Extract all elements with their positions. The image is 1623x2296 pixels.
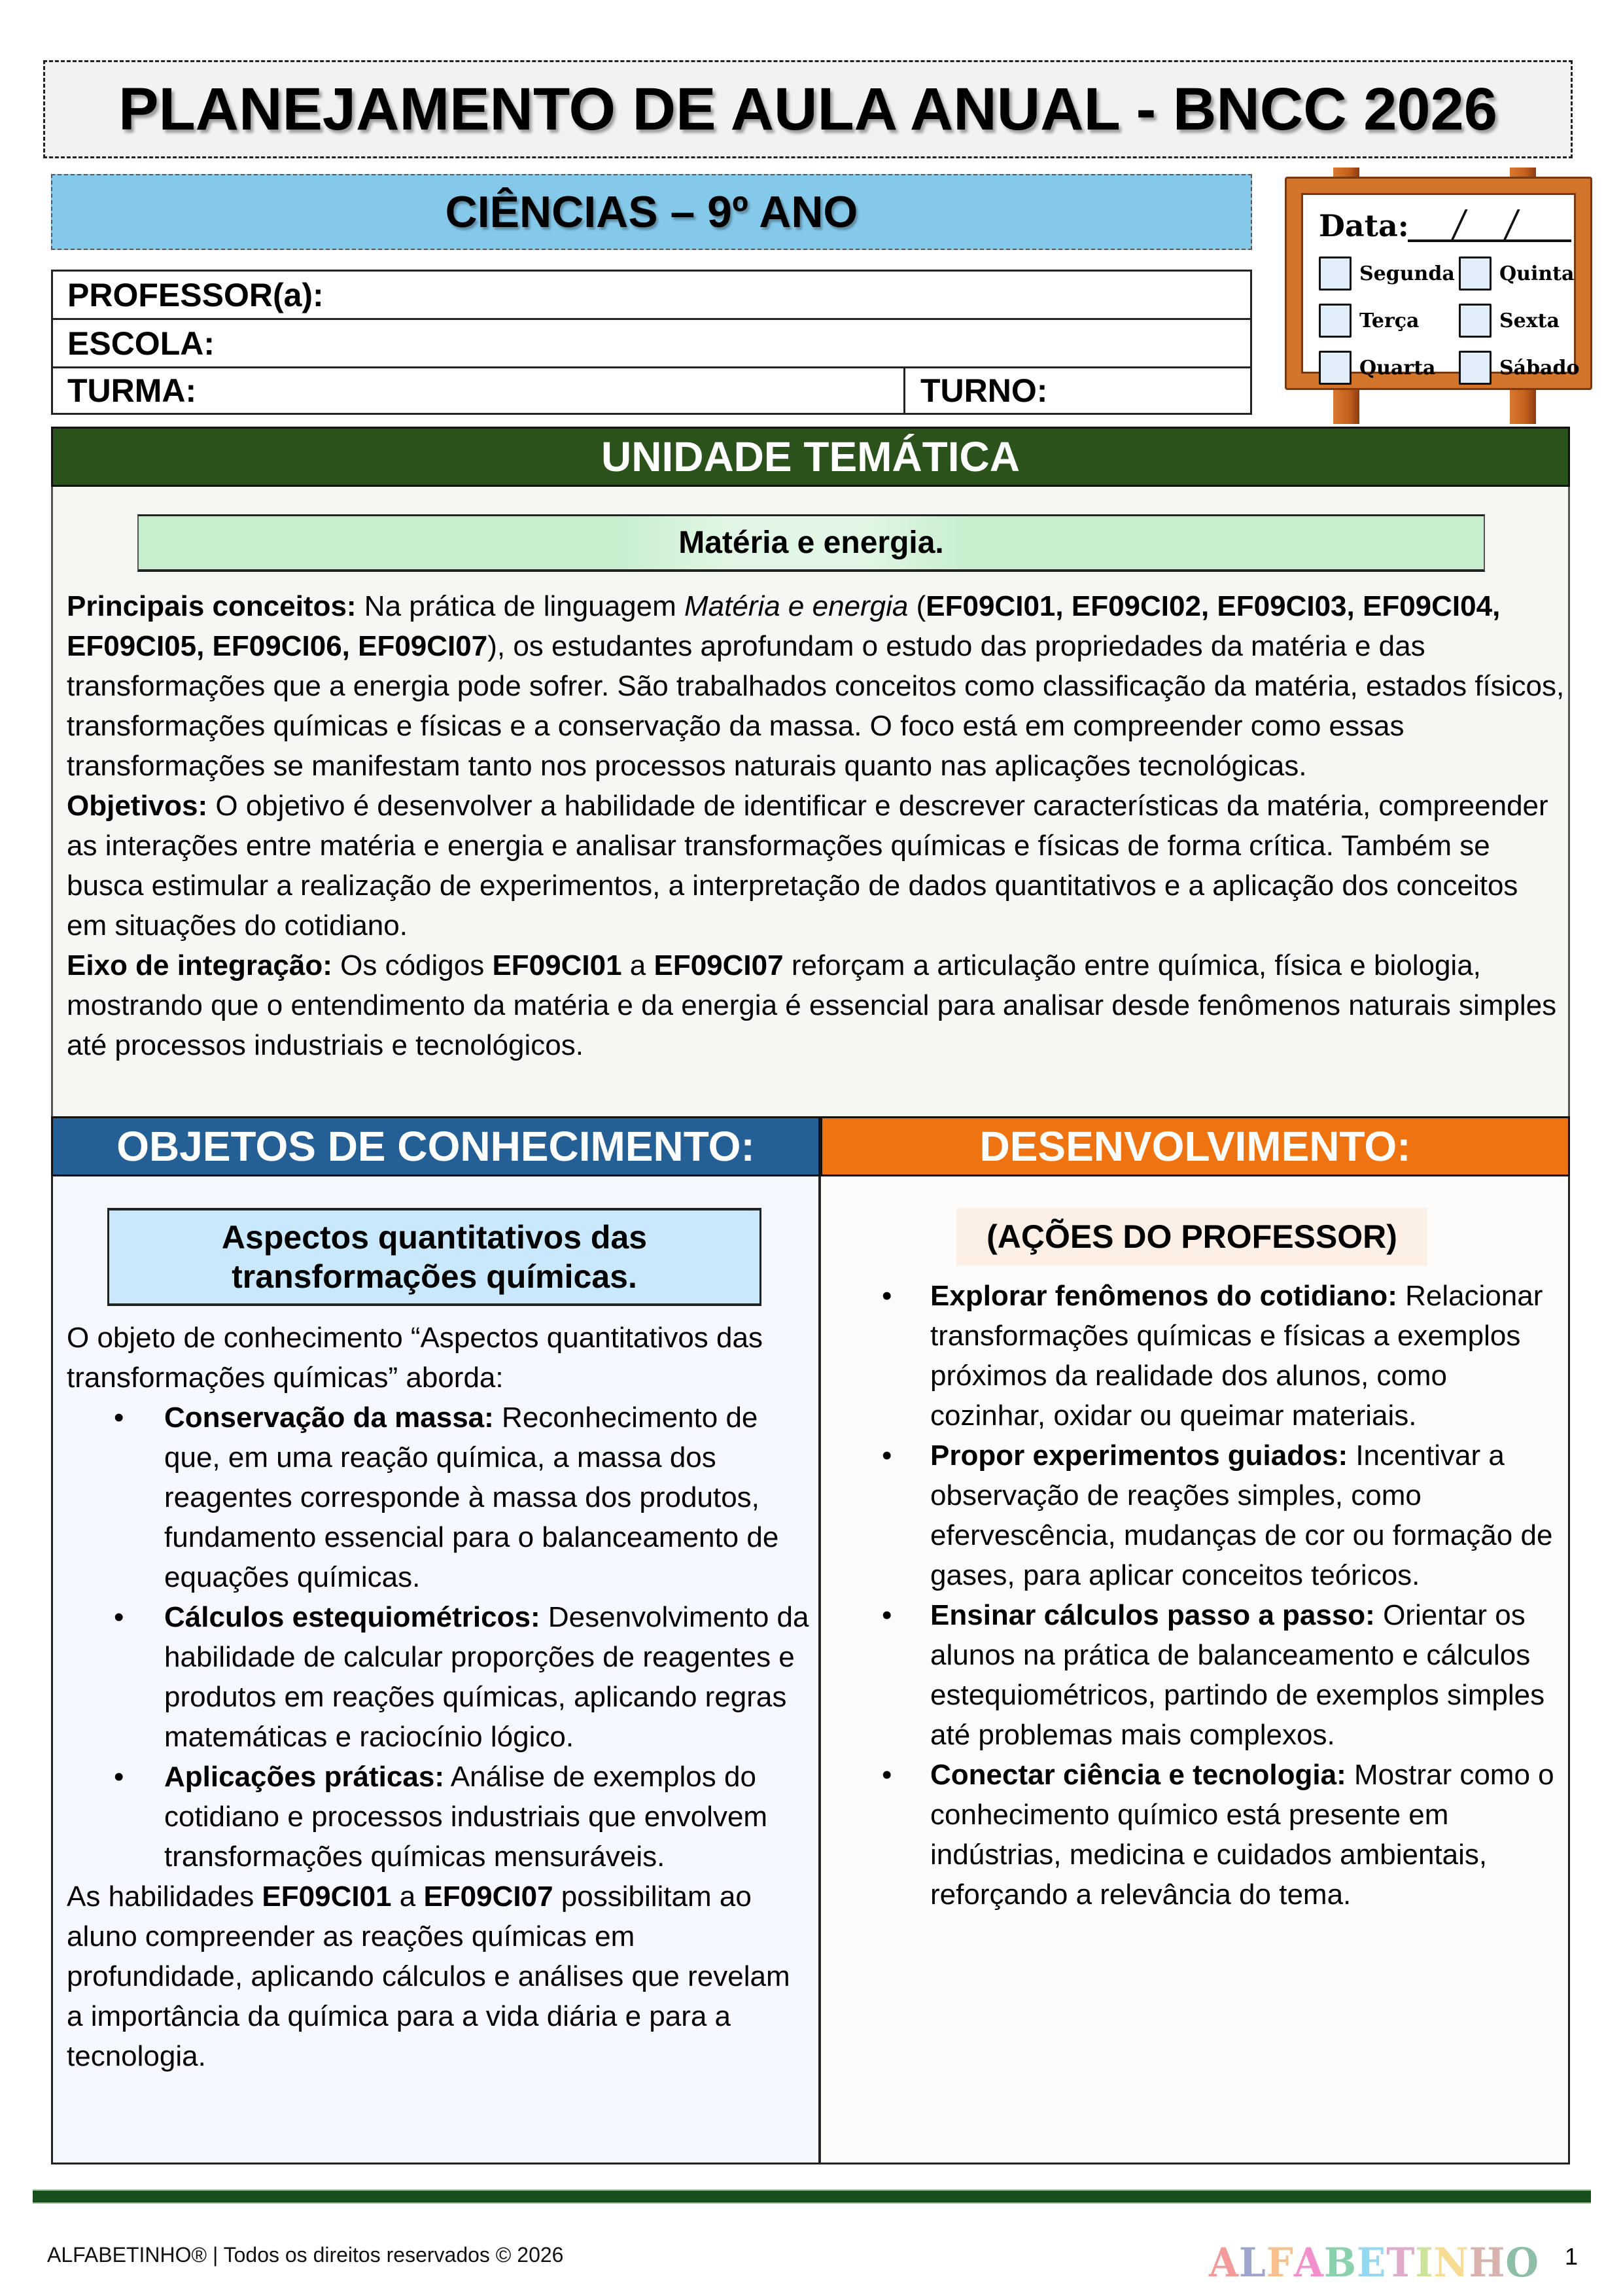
escola-label: ESCOLA: (67, 325, 215, 362)
item-text: Orientar os alunos na prática de balanceamento e cálculos estequiométricos, partindo de exemplos simples até problemas mais complexos. (930, 1599, 1545, 1751)
text-run-italic: Matéria e energia (684, 590, 909, 622)
day-checkbox-terca[interactable] (1319, 304, 1419, 338)
logo-letter: N (1433, 2239, 1469, 2286)
logo-letter: B (1324, 2239, 1357, 2286)
bncc-codes: EF09CI01, EF09CI02, EF09CI03, EF09CI04, EF09CI05, EF09CI06, EF09CI07 (67, 590, 1501, 662)
objetos-conhecimento-title: OBJETOS DE CONHECIMENTO: (116, 1123, 755, 1170)
sign-frame (1285, 177, 1592, 390)
text-run: Os códigos (332, 949, 493, 981)
date-label: Data: (1319, 208, 1409, 243)
logo-letter: A (1293, 2239, 1324, 2286)
item-text: Incentivar a observação de reações simples, como efervescência, mudanças de cor ou formação de gases, para aplicar conceitos teóricos. (930, 1439, 1553, 1591)
subject-banner (51, 174, 1252, 250)
eixo-integracao-label: Eixo de integração: (67, 949, 332, 981)
unidade-tematica-header (51, 427, 1570, 487)
checkbox-icon[interactable] (1319, 304, 1352, 338)
objeto-title: Aspectos quantitativos das transformações químicas. (221, 1219, 648, 1295)
objetos-conhecimento-header (51, 1116, 820, 1176)
item-text: Reconhecimento de que, em uma reação química, a massa dos reagentes corresponde à massa dos produtos, fundamento essencial para o balanceamento de equações químicas. (164, 1402, 779, 1593)
bncc-code: EF09CI01 (262, 1881, 392, 1913)
day-label: Quarta (1359, 356, 1436, 380)
acoes-professor-box (956, 1208, 1427, 1265)
item-text: Análise de exemplos do cotidiano e processos industriais que envolvem transformações químicas mensuráveis. (164, 1761, 768, 1873)
objetos-content (67, 1318, 819, 2076)
text-run: ( (908, 590, 926, 622)
date-slash-icon (1502, 209, 1520, 242)
logo-letter: T (1386, 2239, 1416, 2286)
objetos-closing (67, 1877, 812, 2076)
turno-label[interactable]: TURNO: (920, 372, 1048, 409)
text-run: a (391, 1881, 424, 1913)
text-run: As habilidades (67, 1881, 262, 1913)
list-item (835, 1436, 1561, 1595)
footer-copyright: ALFABETINHO® | Todos os direitos reservados © 2026 (47, 2243, 564, 2267)
date-field[interactable] (1408, 239, 1571, 242)
turma-label[interactable]: TURMA: (67, 372, 197, 409)
principais-conceitos-label: Principais conceitos: (67, 590, 357, 622)
text-run: ), os estudantes aprofundam o estudo das propriedades da matéria e das transformações que a energia pode sofrer. São trabalhados conceitos como classificação da matéria, estados físicos, transformações químicas e físicas e a conservação da massa. O foco está em compreender como essas transformações se manifestam tanto nos processos naturais quanto nas aplicações tecnológicas. (67, 630, 1565, 782)
text-run: O objetivo é desenvolver a habilidade de identificar e descrever características da matéria, compreender as interações entre matéria e energia e analisar transformações químicas e físicas de forma crítica. Também se busca estimular a realização de experimentos, a interpretação de dados quantitativos e a aplicação dos conceitos em situações do cotidiano. (67, 790, 1548, 942)
alfabetinho-logo (1209, 2240, 1539, 2285)
checkbox-icon[interactable] (1459, 304, 1492, 338)
logo-letter: L (1239, 2239, 1266, 2286)
day-checkbox-quarta[interactable] (1319, 351, 1435, 385)
unidade-description (67, 586, 1565, 1065)
day-label: Sábado (1499, 356, 1580, 380)
item-label: Ensinar cálculos passo a passo: (930, 1599, 1375, 1631)
day-label: Segunda (1359, 262, 1455, 285)
bncc-code: EF09CI01 (492, 949, 622, 981)
teacher-info-table (51, 270, 1252, 415)
logo-letter: A (1209, 2239, 1240, 2286)
logo-letter: O (1505, 2239, 1539, 2286)
list-item (67, 1757, 812, 1877)
text-run: a (621, 949, 654, 981)
day-checkbox-sabado[interactable] (1459, 351, 1580, 385)
objeto-title-box (107, 1208, 761, 1306)
logo-letter: I (1415, 2239, 1434, 2286)
subject-title: CIÊNCIAS – 9º ANO (445, 187, 858, 237)
professor-label: PROFESSOR(a): (67, 276, 324, 313)
checkbox-icon[interactable] (1319, 351, 1352, 385)
item-text: Relacionar transformações químicas e físicas a exemplos próximos da realidade dos alunos, como cozinhar, oxidar ou queimar materiais. (930, 1280, 1543, 1432)
desenvolvimento-title: DESENVOLVIMENTO: (979, 1123, 1411, 1170)
item-label: Cálculos estequiométricos: (164, 1601, 540, 1633)
desenvolvimento-content (835, 1276, 1561, 1915)
objetos-intro: O objeto de conhecimento “Aspectos quantitativos das transformações químicas” aborda: (67, 1322, 763, 1394)
logo-letter: H (1469, 2239, 1506, 2286)
checkbox-icon[interactable] (1319, 256, 1352, 291)
bncc-code: EF09CI07 (423, 1881, 553, 1913)
bncc-code: EF09CI07 (654, 949, 784, 981)
professor-row[interactable] (53, 272, 1250, 320)
acoes-list (835, 1276, 1561, 1915)
item-label: Conectar ciência e tecnologia: (930, 1759, 1346, 1791)
day-label: Sexta (1499, 309, 1560, 332)
list-item (835, 1755, 1561, 1915)
principais-conceitos-paragraph (67, 586, 1565, 786)
day-checkbox-sexta[interactable] (1459, 304, 1560, 338)
date-signboard (1281, 168, 1592, 424)
text-run: Na prática de linguagem (356, 590, 684, 622)
date-slash-icon (1450, 209, 1467, 242)
document-title-banner (43, 60, 1573, 158)
footer-bar (33, 2189, 1591, 2204)
item-label: Conservação da massa: (164, 1402, 494, 1434)
unidade-tematica-title: UNIDADE TEMÁTICA (601, 433, 1020, 480)
acoes-professor-title: (AÇÕES DO PROFESSOR) (986, 1218, 1397, 1255)
text-run: possibilitam ao aluno compreender as reações químicas em profundidade, aplicando cálculos e análises que revelam a importância da química para a vida diária e para a tecnologia. (67, 1881, 790, 2072)
day-label: Terça (1359, 309, 1420, 332)
objetos-list (67, 1398, 812, 1877)
day-label: Quinta (1499, 262, 1575, 285)
page-number: 1 (1565, 2243, 1579, 2270)
list-item (835, 1276, 1561, 1436)
document-title: PLANEJAMENTO DE AULA ANUAL - BNCC 2026 (118, 75, 1497, 143)
logo-letter: F (1266, 2239, 1294, 2286)
item-label: Explorar fenômenos do cotidiano: (930, 1280, 1397, 1312)
list-item (67, 1398, 812, 1597)
turma-turno-divider (903, 368, 905, 413)
text-run: reforçam a articulação entre química, física e biologia, mostrando que o entendimento da matéria e da energia é essencial para analisar desde fenômenos naturais simples até processos industriais e tecnológicos. (67, 949, 1557, 1061)
day-checkbox-segunda[interactable] (1319, 256, 1455, 291)
list-item (835, 1595, 1561, 1755)
checkbox-icon[interactable] (1459, 351, 1492, 385)
item-text: Mostrar como o conhecimento químico está presente em indústrias, medicina e cuidados ambientais, reforçando a relevância do tema. (930, 1759, 1554, 1911)
list-item (67, 1597, 812, 1757)
theme-title: Matéria e energia. (678, 525, 944, 560)
escola-row[interactable] (53, 320, 1250, 368)
logo-letter: E (1357, 2239, 1387, 2286)
desenvolvimento-header (820, 1116, 1570, 1176)
objetivos-paragraph (67, 786, 1565, 945)
objetivos-label: Objetivos: (67, 790, 208, 822)
checkbox-icon[interactable] (1459, 256, 1492, 291)
item-text: Desenvolvimento da habilidade de calcular proporções de reagentes e produtos em reações químicas, aplicando regras matemáticas e raciocínio lógico. (164, 1601, 809, 1753)
item-label: Propor experimentos guiados: (930, 1439, 1348, 1472)
theme-box (137, 514, 1485, 572)
day-checkbox-quinta[interactable] (1459, 256, 1574, 291)
turma-turno-row (53, 368, 1250, 413)
item-label: Aplicações práticas: (164, 1761, 444, 1793)
sign-board (1301, 193, 1580, 380)
eixo-integracao-paragraph (67, 945, 1565, 1065)
